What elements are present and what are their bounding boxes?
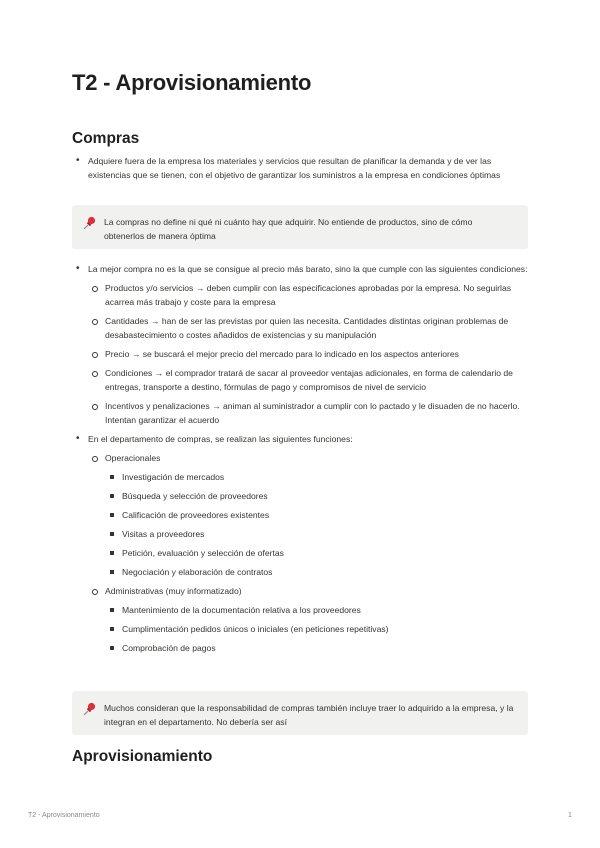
list-item-text: La mejor compra no es la que se consigue al precio más barato, sino la que cumple con las siguientes condiciones: <box>88 264 528 274</box>
list-item-funciones <box>72 432 528 655</box>
intro-list <box>72 154 528 187</box>
page-number: 1 <box>568 812 572 819</box>
conditions-list <box>88 281 528 427</box>
function-item: Petición, evaluación y selección de ofertas <box>105 546 528 560</box>
function-group-administrativas <box>88 584 528 655</box>
condition-item: Incentivos y penalizaciones → animan al suministrador a cumplir con lo pactado y le disuaden de no hacerlo. Intentan garantizar el acuerdo <box>88 399 528 427</box>
condition-item: Condiciones → el comprador tratará de sacar al proveedor ventajas adicionales, en forma de calendario de entregas, transporte a destino, fórmulas de pago y compromisos de nivel de servicio <box>88 366 528 394</box>
callout-text: Muchos consideran que la responsabilidad de compras también incluye traer lo adquirido a la empresa, y la integran en el departamento. No debería ser así <box>104 703 514 727</box>
main-list <box>72 262 528 660</box>
function-item: Calificación de proveedores existentes <box>105 508 528 522</box>
footer-title: T2 - Aprovisionamiento <box>28 812 100 819</box>
function-group-operacionales <box>88 451 528 579</box>
administrativas-list <box>105 603 528 655</box>
function-item: Visitas a proveedores <box>105 527 528 541</box>
callout-text: La compras no define ni qué ni cuánto hay que adquirir. No entiende de productos, sino de cómo obtenerlos de manera óptima <box>104 217 473 241</box>
condition-item: Productos y/o servicios → deben cumplir con las especificaciones aprobadas por la empresa. No seguirlas acarrea más trabajo y coste para la empresa <box>88 281 528 309</box>
list-item-text: En el departamento de compras, se realizan las siguientes funciones: <box>88 434 353 444</box>
callout-note <box>72 205 528 249</box>
section-heading-compras: Compras <box>72 130 140 147</box>
function-item: Negociación y elaboración de contratos <box>105 565 528 579</box>
list-item-mejor-compra <box>72 262 528 427</box>
section-heading-aprovisionamiento: Aprovisionamiento <box>72 748 213 765</box>
pushpin-icon <box>82 215 98 231</box>
pushpin-icon <box>82 701 98 717</box>
function-item: Cumplimentación pedidos únicos o iniciales (en peticiones repetitivas) <box>105 622 528 636</box>
group-label: Operacionales <box>105 453 161 463</box>
function-item: Mantenimiento de la documentación relativa a los proveedores <box>105 603 528 617</box>
group-label: Administrativas (muy informatizado) <box>105 586 242 596</box>
function-item: Comprobación de pagos <box>105 641 528 655</box>
function-item: Investigación de mercados <box>105 470 528 484</box>
list-item: • Adquiere fuera de la empresa los materiales y servicios que resultan de planificar la demanda y de ver las existencias que se tienen, con el objetivo de garantizar los suministros a la empresa en condiciones óptimas <box>72 154 528 182</box>
condition-item: Cantidades → han de ser las previstas por quien las necesita. Cantidades distintas originan problemas de desabastecimiento o costes añadidos de existencias y su manipulación <box>88 314 528 342</box>
condition-item: Precio → se buscará el mejor precio del mercado para lo indicado en los aspectos anteriores <box>88 347 528 361</box>
operacionales-list <box>105 470 528 579</box>
functions-list <box>88 451 528 655</box>
page-title: T2 - Aprovisionamiento <box>72 70 312 95</box>
function-item: Búsqueda y selección de proveedores <box>105 489 528 503</box>
callout-note <box>72 691 528 735</box>
